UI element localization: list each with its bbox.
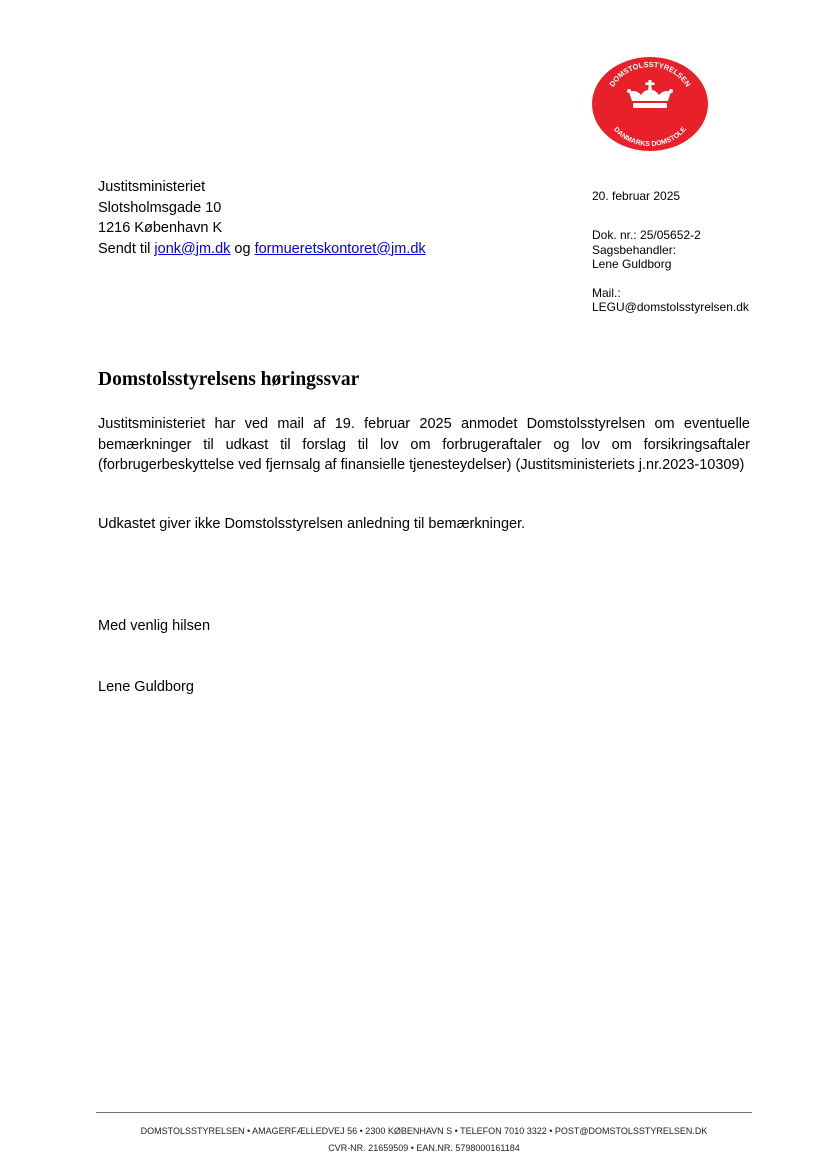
recipient-line-2: Slotsholmsgade 10	[98, 199, 222, 216]
recipient-line-3: 1216 København K	[98, 220, 223, 236]
mail-address: LEGU@domstolsstyrelsen.dk	[592, 300, 749, 314]
recipient-line-1: Justitsministeriet	[98, 179, 206, 195]
email-link-formueretskontoret[interactable]: formueretskontoret@jm.dk	[254, 240, 426, 257]
letter-closing: Med venlig hilsen	[98, 618, 211, 634]
recipient-address	[98, 177, 426, 259]
document-number: Dok. nr.: 25/05652-2	[592, 228, 701, 242]
sent-to-prefix: Sendt til	[98, 240, 155, 257]
svg-text:DANMARKS DOMSTOLE: DANMARKS DOMSTOLE	[612, 126, 688, 149]
letter-title: Domstolsstyrelsens høringssvar	[98, 369, 360, 390]
case-handler-name: Lene Guldborg	[592, 257, 672, 271]
svg-text:DOMSTOLSSTYRELSEN: DOMSTOLSSTYRELSEN	[607, 59, 693, 89]
logo-seal-icon	[591, 56, 709, 152]
sent-to-and: og	[230, 240, 255, 257]
mail-label: Mail.:	[592, 286, 621, 300]
letter-date: 20. februar 2025	[592, 189, 681, 203]
letter-paragraph-2: Udkastet giver ikke Domstolsstyrelsen anledning til bemærkninger.	[98, 516, 526, 532]
footer-registration: CVR-NR. 21659509 • EAN.NR. 5798000161184	[328, 1143, 520, 1153]
sent-to-line	[98, 239, 426, 260]
email-link-jonk[interactable]: jonk@jm.dk	[154, 240, 231, 257]
letter-paragraph-1: Justitsministeriet har ved mail af 19. februar 2025 anmodet Domstolsstyrelsen om eventuelle bemærkninger til udkast til forslag til lov om forbrugeraftaler og lov om forsikringsaftaler (forbrugerbeskyttelse ved fjernsalg af finansielle tjenesteydelser) (Justitsministeriets j.nr.2023-10309)	[98, 416, 750, 473]
footer-divider	[96, 1112, 752, 1113]
footer-address: DOMSTOLSSTYRELSEN • AMAGERFÆLLEDVEJ 56 • 2300 KØBENHAVN S • TELEFON 7010 3322 • POST@DOMSTOLSSTYRELSEN.DK	[140, 1126, 708, 1136]
letter-signer: Lene Guldborg	[98, 679, 194, 695]
domstolsstyrelsen-logo	[591, 56, 709, 152]
case-handler-label: Sagsbehandler:	[592, 243, 677, 257]
